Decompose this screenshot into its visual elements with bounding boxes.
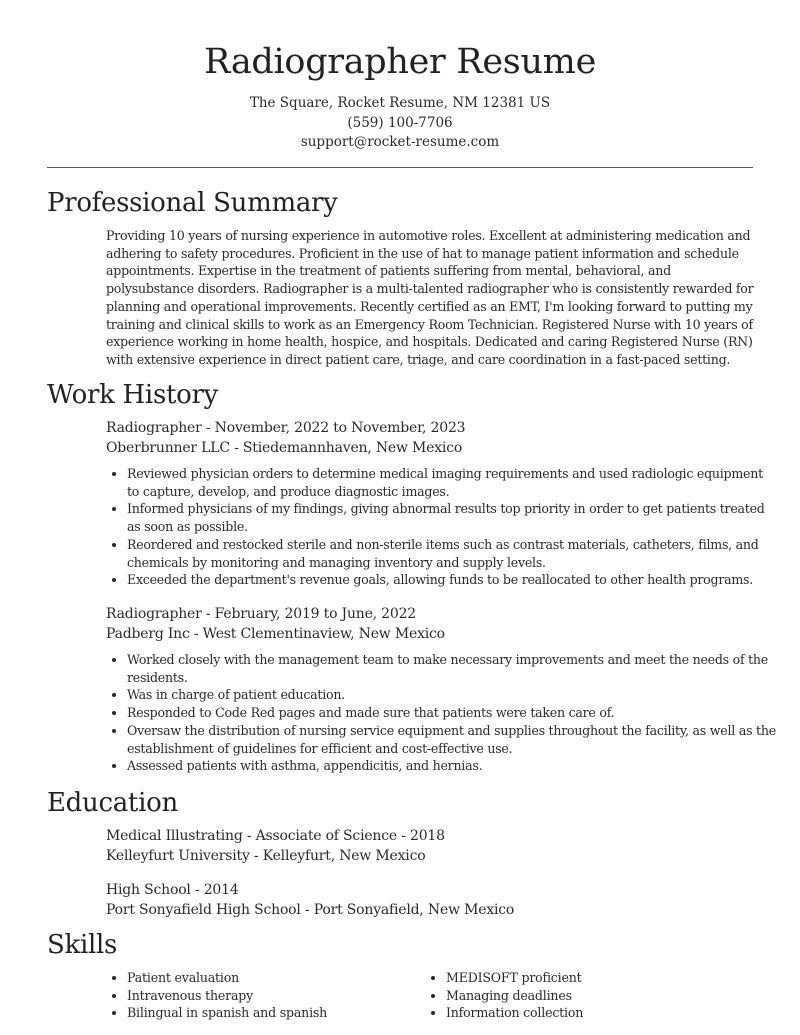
list-item: • Was in charge of patient education.: [127, 686, 777, 704]
list-item: • Worked closely with the management team to make necessary improvements and meet the needs of the residents.: [127, 651, 777, 686]
skills-list-left: [106, 969, 427, 1022]
resume-title: Radiographer Resume: [204, 42, 596, 82]
skill-item: • Patient evaluation: [127, 969, 427, 987]
section-title-education: Education: [47, 788, 178, 818]
job-1-company-line: Oberbrunner LLC - Stiedemannhaven, New Mexico: [106, 440, 463, 456]
education-2-school-line: Port Sonyafield High School - Port Sonyafield, New Mexico: [106, 902, 515, 918]
skill-item: • Managing deadlines: [446, 987, 746, 1005]
list-item: • Informed physicians of my findings, giving abnormal results top priority in order to get patients treated as soon as possible.: [127, 500, 777, 535]
contact-address: The Square, Rocket Resume, NM 12381 US: [249, 95, 551, 111]
list-item: • Oversaw the distribution of nursing service equipment and supplies throughout the facility, as well as the establishment of guidelines for efficient and cost-effective use.: [127, 722, 777, 757]
list-item: • Reordered and restocked sterile and non-sterile items such as contrast materials, catheters, films, and chemicals by monitoring and managing inventory and supply levels.: [127, 536, 777, 571]
job-2-company-line: Padberg Inc - West Clementinaview, New Mexico: [106, 626, 445, 642]
list-item: • Exceeded the department's revenue goals, allowing funds to be reallocated to other health programs.: [127, 571, 777, 589]
skill-item: • Bilingual in spanish and spanish: [127, 1004, 427, 1022]
skill-item: • Intravenous therapy: [127, 987, 427, 1005]
header-divider: [47, 167, 753, 168]
skill-item: • MEDISOFT proficient: [446, 969, 746, 987]
job-1-title-line: Radiographer - November, 2022 to November, 2023: [106, 420, 466, 436]
contact-block: [0, 94, 800, 153]
contact-phone: (559) 100-7706: [347, 114, 453, 131]
list-item: • Assessed patients with asthma, appendicitis, and hernias.: [127, 757, 777, 775]
contact-email: support@rocket-resume.com: [300, 134, 500, 150]
job-2-bullets: [106, 651, 777, 775]
section-title-skills: Skills: [47, 930, 118, 960]
job-1-bullets: [106, 465, 777, 589]
job-2-title-line: Radiographer - February, 2019 to June, 2022: [106, 606, 417, 622]
section-title-summary: Professional Summary: [47, 188, 338, 218]
skills-list-right: [425, 969, 746, 1022]
list-item: • Responded to Code Red pages and made sure that patients were taken care of.: [127, 704, 777, 722]
education-1-school-line: Kelleyfurt University - Kelleyfurt, New Mexico: [106, 848, 426, 864]
list-item: • Reviewed physician orders to determine medical imaging requirements and used radiologic equipment to capture, develop, and produce diagnostic images.: [127, 465, 777, 500]
summary-text: Providing 10 years of nursing experience in automotive roles. Excellent at administering medication and adhering to safety procedures. Proficient in the use of hat to manage patient information and schedule appointments. Expertise in the treatment of patients suffering from mental, behavioral, and polysubstance disorders. Radiographer is a multi-talented radiographer who is consistently rewarded for planning and operational improvements. Recently certified as an EMT, I'm looking forward to putting my training and clinical skills to work as an Emergency Room Technician. Registered Nurse with 10 years of experience working in home health, hospice, and hospitals. Dedicated and caring Registered Nurse (RN) with extensive experience in direct patient care, triage, and care coordination in a fast-paced setting.: [106, 228, 754, 367]
skill-item: • Information collection: [446, 1004, 746, 1022]
education-1-degree-line: Medical Illustrating - Associate of Science - 2018: [106, 828, 445, 844]
resume-header: [0, 0, 800, 153]
education-2-degree-line: High School - 2014: [106, 882, 239, 898]
section-title-work-history: Work History: [47, 380, 219, 410]
